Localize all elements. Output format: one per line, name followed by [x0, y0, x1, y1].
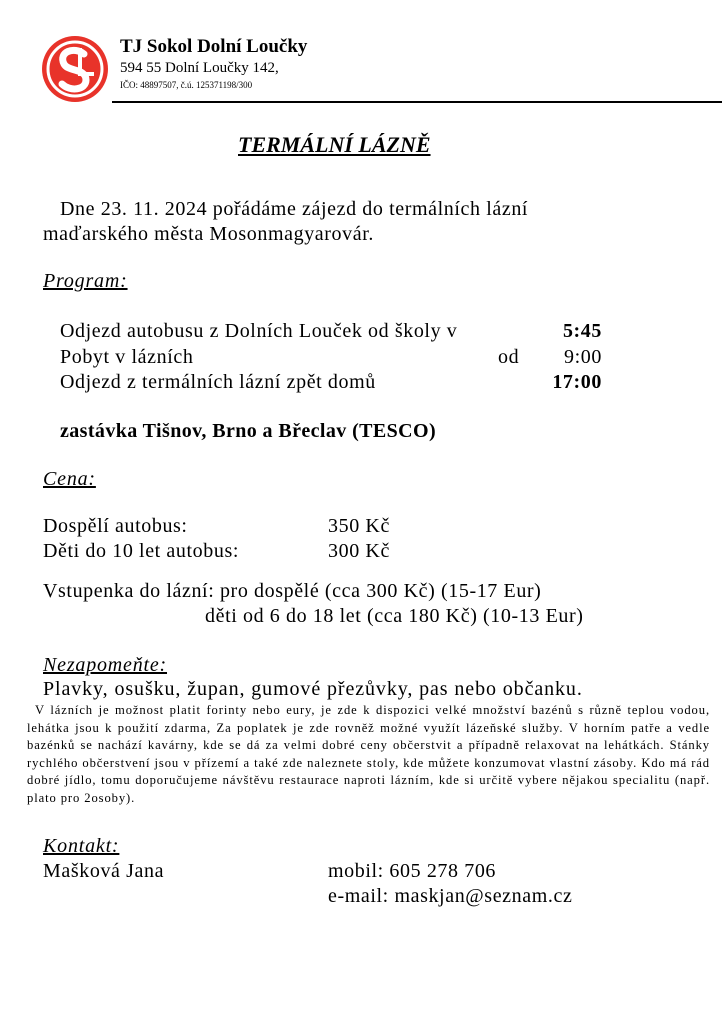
- price-value: 300 Kč: [328, 540, 390, 562]
- remember-heading: Nezapomeňte:: [43, 654, 168, 676]
- page-title: TERMÁLNÍ LÁZNĚ: [238, 132, 431, 157]
- contact-name: Mašková Jana: [43, 860, 165, 882]
- program-heading: Program:: [43, 270, 128, 292]
- entry-price-adults: Vstupenka do lázní: pro dospělé (cca 300 Kč) (15-17 Eur): [43, 580, 542, 602]
- bus-stops: zastávka Tišnov, Brno a Břeclav (TESCO): [60, 420, 437, 442]
- org-name: TJ Sokol Dolní Loučky: [120, 36, 308, 57]
- program-row-label: Odjezd autobusu z Dolních Louček od školy v: [60, 320, 458, 342]
- contact-mobile: mobil: 605 278 706: [328, 860, 497, 882]
- intro-line-1: Dne 23. 11. 2024 pořádáme zájezd do termálních lázní: [60, 198, 529, 220]
- spa-info-paragraph: V lázních je možnost platit forinty nebo eury, je zde k dispozici velké množství bazénů s různě teplou vodou, lehátka jsou k použití zdarma, Za poplatek je zde rovněž možné využít lázeňské služby. V horním patře a vedle bazénků se nachází kavárny, kde se dá za velmi dobré ceny občerstvit a případně relaxovat na lehátkách. Stánky rychlého občerstvení jsou v přízemí a také zde naleznete stoly, kde můžete konzumovat vlastní zásoby. Kdo má rád dobré jídlo, tomu doporučujeme návštěvu restaurace naproti lázním, kde si určitě vybere nějakou specialitu (např. plato pro 2osoby).: [27, 703, 710, 805]
- remember-items: Plavky, osušku, župan, gumové přezůvky, pas nebo občanku.: [43, 678, 583, 700]
- intro-line-2: maďarského města Mosonmagyarovár.: [43, 223, 374, 245]
- price-heading: Cena:: [43, 468, 96, 490]
- header-divider: [112, 101, 722, 103]
- sokol-logo: [40, 34, 110, 104]
- org-address: 594 55 Dolní Loučky 142,: [120, 60, 279, 76]
- program-row-label: Odjezd z termálních lázní zpět domů: [60, 371, 376, 393]
- org-ids: IČO: 48897507, č.ú. 125371198/300: [120, 80, 253, 90]
- program-row-prefix: od: [498, 346, 520, 368]
- price-value: 350 Kč: [328, 515, 390, 537]
- contact-email: e-mail: maskjan@seznam.cz: [328, 885, 573, 907]
- price-label: Dospělí autobus:: [43, 515, 188, 537]
- program-row-time: 17:00: [552, 371, 602, 393]
- entry-price-children: děti od 6 do 18 let (cca 180 Kč) (10-13 Eur): [205, 605, 584, 627]
- program-row-label: Pobyt v lázních: [60, 346, 194, 368]
- price-label: Děti do 10 let autobus:: [43, 540, 239, 562]
- program-row-time: 5:45: [562, 320, 602, 342]
- contact-heading: Kontakt:: [43, 835, 120, 857]
- program-row-time: 9:00: [564, 346, 602, 368]
